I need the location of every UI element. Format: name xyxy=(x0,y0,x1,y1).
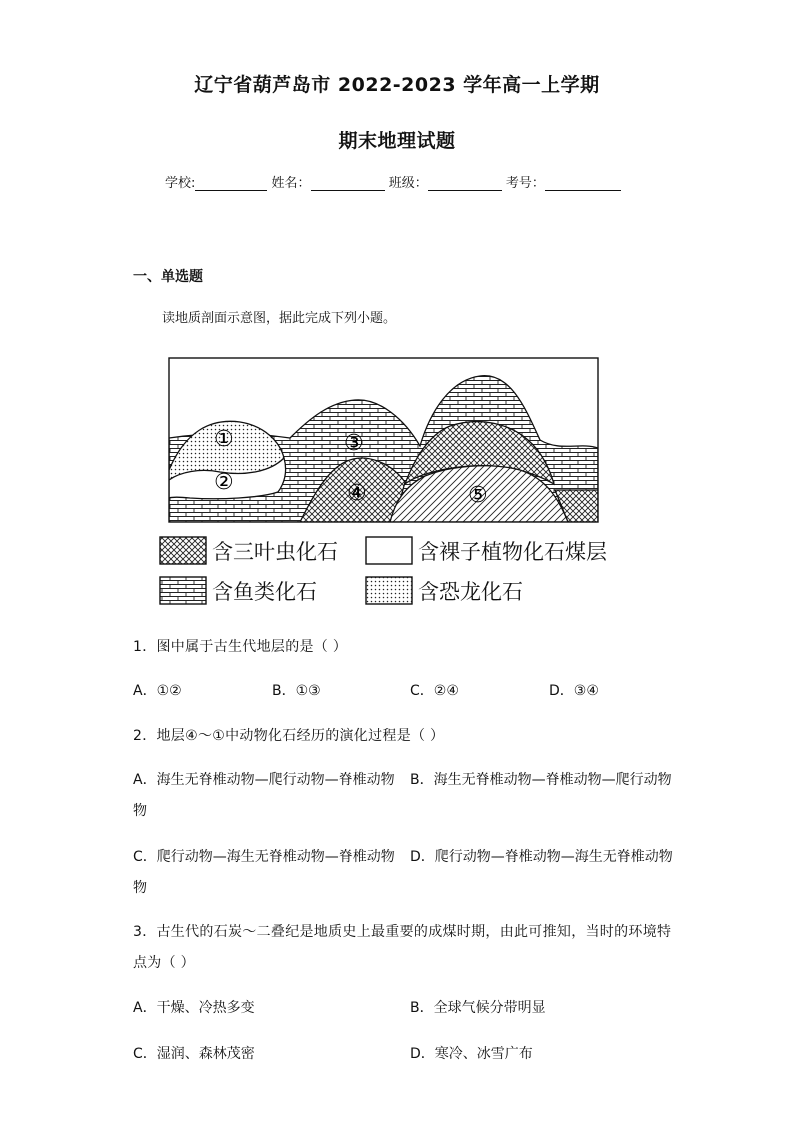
geologic-cross-section-figure xyxy=(150,352,650,612)
question-1-option-d[interactable]: D．③④ xyxy=(549,683,599,699)
question-2-option-b-wrap: 物 xyxy=(133,803,147,819)
layer-label-5: ⑤ xyxy=(468,483,488,508)
legend-swatch-dinosaur xyxy=(366,577,412,604)
legend-swatch-trilobite xyxy=(160,537,206,564)
question-3-option-a[interactable]: A．干燥、冷热多变 xyxy=(133,1000,255,1016)
school-label: 学校: xyxy=(165,176,196,191)
question-2-option-d-wrap: 物 xyxy=(133,880,147,896)
legend-swatch-gymnosperm xyxy=(366,537,412,564)
class-label: 班级： xyxy=(388,176,428,191)
school-field[interactable] xyxy=(195,176,267,191)
question-3-stem-line1: 3．古生代的石炭～二叠纪是地质史上最重要的成煤时期，由此可推知，当时的环境特 xyxy=(133,924,672,940)
question-3-stem-line2: 点为（ ） xyxy=(133,955,195,971)
question-1-option-c[interactable]: C．②④ xyxy=(410,683,459,699)
exam-number-field[interactable] xyxy=(545,176,621,191)
question-3-option-c[interactable]: C．湿润、森林茂密 xyxy=(133,1046,255,1062)
question-2-option-c[interactable]: C．爬行动物—海生无脊椎动物—脊椎动物 xyxy=(133,849,395,865)
question-1-stem: 1．图中属于古生代地层的是（ ） xyxy=(133,639,348,655)
layer-label-3: ③ xyxy=(344,431,364,456)
name-field[interactable] xyxy=(311,176,385,191)
question-1-option-b[interactable]: B．①③ xyxy=(272,683,321,699)
legend-label-trilobite: 含三叶虫化石 xyxy=(212,540,338,564)
layer-label-1: ① xyxy=(214,427,234,452)
question-3-option-d[interactable]: D．寒冷、冰雪广布 xyxy=(410,1046,533,1062)
question-2-option-d[interactable]: D．爬行动物—脊椎动物—海生无脊椎动物 xyxy=(410,849,673,865)
student-info-row xyxy=(165,172,621,191)
question-2-option-a[interactable]: A．海生无脊椎动物—爬行动物—脊椎动物 xyxy=(133,772,395,788)
question-intro: 读地质剖面示意图，据此完成下列小题。 xyxy=(162,311,397,326)
question-2-stem: 2．地层④～①中动物化石经历的演化过程是（ ） xyxy=(133,728,445,744)
question-2-option-b[interactable]: B．海生无脊椎动物—脊椎动物—爬行动物 xyxy=(410,772,672,788)
legend-swatch-fish xyxy=(160,577,206,604)
exam-title-line1: 辽宁省葫芦岛市 2022-2023 学年高一上学期 xyxy=(194,74,600,96)
question-3-option-b[interactable]: B．全球气候分带明显 xyxy=(410,1000,546,1016)
question-1-option-a[interactable]: A．①② xyxy=(133,683,182,699)
legend-label-gymnosperm: 含裸子植物化石煤层 xyxy=(418,540,607,564)
section-heading: 一、单选题 xyxy=(133,269,203,285)
layer-label-4: ④ xyxy=(347,481,367,506)
name-label: 姓名： xyxy=(271,176,311,191)
exam-number-label: 考号： xyxy=(505,176,545,191)
legend-label-fish: 含鱼类化石 xyxy=(212,580,317,604)
class-field[interactable] xyxy=(428,176,502,191)
layer-label-2: ② xyxy=(214,470,234,495)
legend-label-dinosaur: 含恐龙化石 xyxy=(418,580,523,604)
exam-title-line2: 期末地理试题 xyxy=(338,130,456,152)
